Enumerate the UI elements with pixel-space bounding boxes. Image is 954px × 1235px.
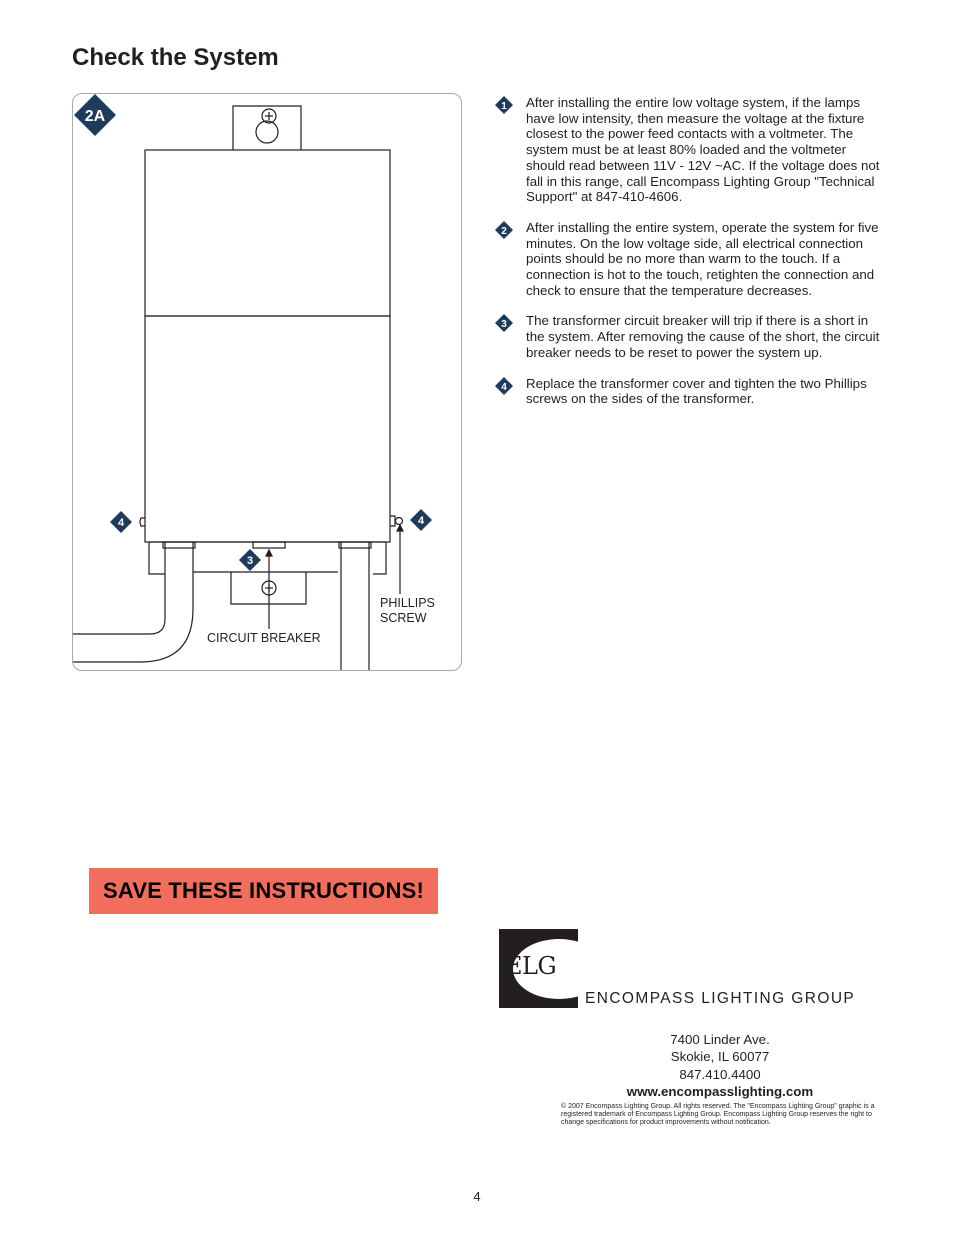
keyhole xyxy=(256,121,278,143)
website-link[interactable]: www.encompasslighting.com xyxy=(626,1083,814,1099)
step-1-text: After installing the entire low voltage system, if the lamps have low intensity, then measure the voltage at the fixture closest to the power feed contacts with a voltmeter. The system must be at least 80% loaded and the voltmeter should read between 11V - 12V ~AC. If the voltage does not fall in this range, call Encompass Lighting Group "Technical Support" at 847-410-4606. xyxy=(526,95,880,205)
svg-text:3: 3 xyxy=(246,555,254,567)
base xyxy=(149,542,386,574)
svg-text:1: 1 xyxy=(501,101,507,112)
svg-text:4: 4 xyxy=(117,517,125,529)
company-name: ENCOMPASS LIGHTING GROUP xyxy=(585,990,856,1007)
address-street: 7400 Linder Ave. xyxy=(670,1032,770,1047)
transformer-drawing xyxy=(73,94,461,670)
transformer-cover-top xyxy=(145,150,390,316)
step-1 xyxy=(493,95,885,205)
svg-text:3: 3 xyxy=(501,319,507,331)
legal-notice: © 2007 Encompass Lighting Group. All rights reserved. The "Encompass Lighting Group" graphic is a registered trademark of Encompass Lighting Group. Encompass Lighting Group reserves the right to change specifications for product improvements without notification. xyxy=(561,1103,875,1126)
svg-text:4: 4 xyxy=(417,515,425,527)
phillips-screw-label: PHILLIPS SCREW xyxy=(380,596,435,625)
step-3-text: The transformer circuit breaker will trip if there is a short in the system. After removing the cause of the short, the circuit breaker needs to be reset to power the system up. xyxy=(526,313,880,360)
figure-badge xyxy=(74,94,116,136)
circuit-breaker-label: CIRCUIT BREAKER xyxy=(207,631,321,645)
circuit-breaker xyxy=(253,542,285,548)
step-3 xyxy=(493,313,885,360)
save-instructions-banner: SAVE THESE INSTRUCTIONS! xyxy=(89,868,438,914)
step-2-badge xyxy=(495,221,513,239)
callout-4-left xyxy=(110,511,132,533)
page-number: 4 xyxy=(473,1189,481,1204)
page-title: Check the System xyxy=(72,44,279,71)
address-phone: 847.410.4400 xyxy=(679,1066,761,1082)
step-2 xyxy=(493,220,885,299)
callout-3 xyxy=(239,549,261,571)
conduit-left-inner xyxy=(73,542,193,662)
transformer-diagram xyxy=(72,93,462,671)
step-3-badge xyxy=(495,314,513,332)
step-4-text: Replace the transformer cover and tighten the two Phillips screws on the sides of the transformer. xyxy=(526,375,867,407)
step-1-badge xyxy=(495,96,513,114)
steps-list xyxy=(493,95,885,422)
step-4 xyxy=(493,376,885,407)
phillips-screw xyxy=(396,518,403,525)
address-city: Skokie, IL 60077 xyxy=(670,1049,770,1065)
transformer-cover-bottom xyxy=(145,316,390,542)
step-2-text: After installing the entire system, operate the system for five minutes. On the low voltage side, all electrical connection points should be no more than warm to the touch. If a connection is hot to the touch, retighten the connection and check to ensure that the temperature decreases. xyxy=(526,219,879,298)
address-block xyxy=(560,1031,880,1100)
svg-text:2: 2 xyxy=(501,225,507,237)
callout-4-right xyxy=(410,509,432,531)
svg-text:4: 4 xyxy=(501,381,507,393)
logo-mark: ELG xyxy=(505,952,557,980)
side-screw-left xyxy=(140,518,145,526)
conduit-left-outer xyxy=(73,542,165,634)
badge-label: 2A xyxy=(84,108,106,125)
step-4-badge xyxy=(495,377,513,395)
